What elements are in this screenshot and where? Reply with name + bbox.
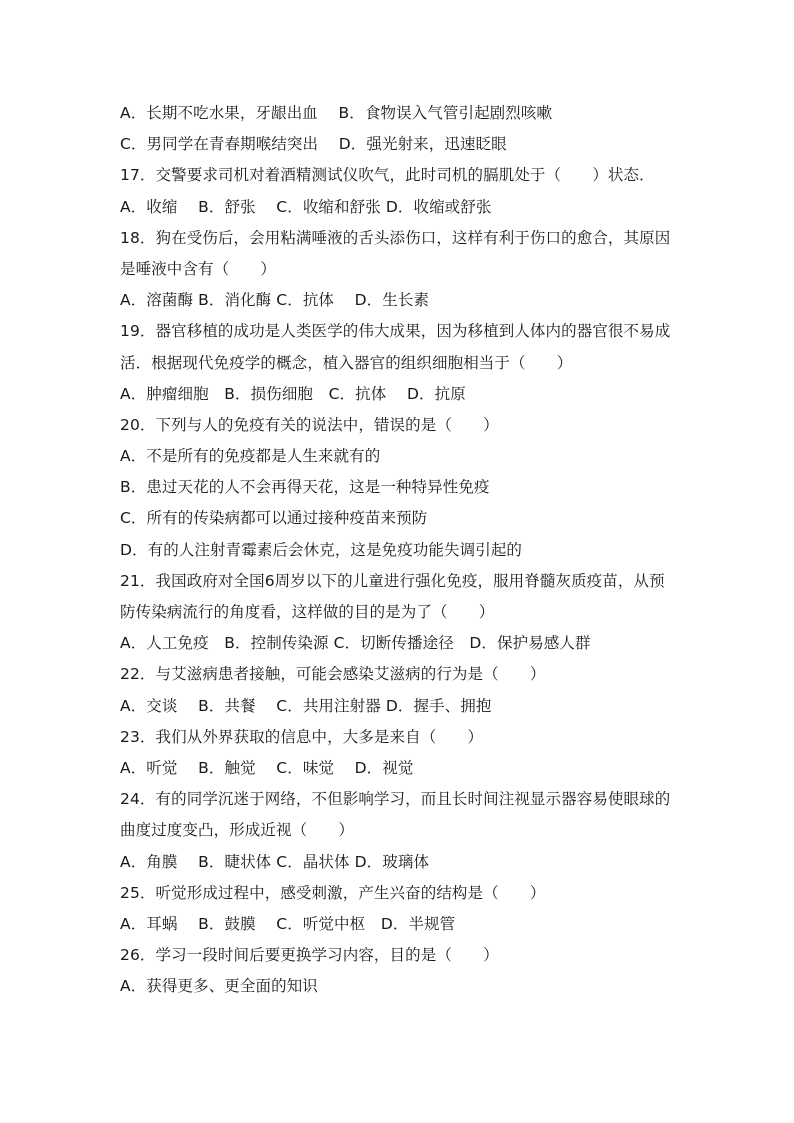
question-24: 24．有的同学沉迷于网络，不但影响学习，而且长时间注视显示器容易使眼球的 xyxy=(120,790,671,809)
question-23: 23．我们从外界获取的信息中，大多是来自（ ） xyxy=(120,727,484,746)
question-text-block xyxy=(120,98,680,1002)
option-26-a: A．获得更多、更全面的知识 xyxy=(120,977,318,996)
options-22: A．交谈 B．共餐 C．共用注射器 D．握手、拥抱 xyxy=(120,696,492,715)
options-23: A．听觉 B．触觉 C．味觉 D．视觉 xyxy=(120,758,414,777)
options-24: A．角膜 B．睫状体 C．晶状体 D．玻璃体 xyxy=(120,852,430,871)
option-20-d: D．有的人注射青霉素后会休克，这是免疫功能失调引起的 xyxy=(120,540,523,559)
option-20-c: C．所有的传染病都可以通过接种疫苗来预防 xyxy=(120,509,428,528)
question-18-cont: 是唾液中含有（ ） xyxy=(120,259,277,278)
option-20-b: B．患过天花的人不会再得天花，这是一种特异性免疫 xyxy=(120,478,490,497)
question-19-cont: 活．根据现代免疫学的概念，植入器官的组织细胞相当于（ ） xyxy=(120,353,573,372)
options-17: A．收缩 B．舒张 C．收缩和舒张 D．收缩或舒张 xyxy=(120,197,492,216)
question-25: 25．听觉形成过程中，感受刺激，产生兴奋的结构是（ ） xyxy=(120,883,546,902)
options-25: A．耳蜗 B．鼓膜 C．听觉中枢 D．半规管 xyxy=(120,914,456,933)
question-17: 17．交警要求司机对着酒精测试仪吹气，此时司机的膈肌处于（ ）状态． xyxy=(120,166,655,185)
options-19: A．肿瘤细胞 B．损伤细胞 C．抗体 D．抗原 xyxy=(120,384,466,403)
question-24-cont: 曲度过度变凸，形成近视（ ） xyxy=(120,821,355,840)
question-19: 19．器官移植的成功是人类医学的伟大成果，因为移植到人体内的器官很不易成 xyxy=(120,322,671,341)
question-22: 22．与艾滋病患者接触，可能会感染艾滋病的行为是（ ） xyxy=(120,665,546,684)
options-18: A．溶菌酶 B．消化酶 C．抗体 D．生长素 xyxy=(120,291,430,310)
question-18: 18．狗在受伤后，会用粘满唾液的舌头添伤口，这样有利于伤口的愈合，其原因 xyxy=(120,228,671,247)
question-21: 21．我国政府对全国6周岁以下的儿童进行强化免疫，服用脊髓灰质疫苗，从预 xyxy=(120,571,665,590)
text-line: A．长期不吃水果，牙龈出血 B．食物误入气管引起剧烈咳嗽 xyxy=(120,104,553,122)
options-21: A．人工免疫 B．控制传染源 C．切断传播途径 D．保护易感人群 xyxy=(120,634,591,653)
question-26: 26．学习一段时间后要更换学习内容，目的是（ ） xyxy=(120,946,499,965)
question-21-cont: 防传染病流行的角度看，这样做的目的是为了（ ） xyxy=(120,603,495,621)
text-line: C．男同学在青春期喉结突出 D．强光射来，迅速眨眼 xyxy=(120,135,507,154)
question-20: 20．下列与人的免疫有关的说法中，错误的是（ ） xyxy=(120,415,499,434)
option-20-a: A．不是所有的免疫都是人生来就有的 xyxy=(120,447,381,466)
